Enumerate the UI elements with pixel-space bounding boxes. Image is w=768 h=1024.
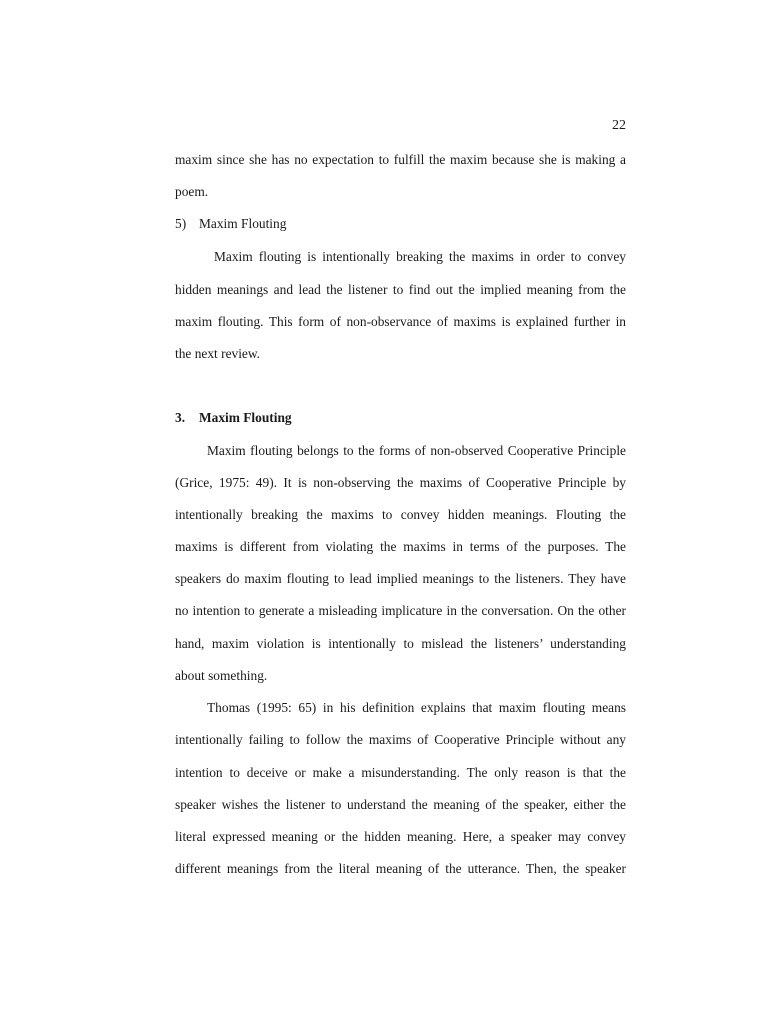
paragraph1-line-1: Maxim flouting belongs to the forms of non-observed Cooperative Principle bbox=[207, 443, 626, 458]
page-number: 22 bbox=[612, 118, 626, 133]
paragraph2-line-5: literal expressed meaning or the hidden meaning. Here, a speaker may convey bbox=[175, 829, 626, 844]
list-paragraph-line-3: maxim flouting. This form of non-observance of maxims is explained further in bbox=[175, 314, 626, 329]
list-paragraph-line-2: hidden meanings and lead the listener to find out the implied meaning from the bbox=[175, 282, 626, 297]
list-item-label: 5) bbox=[175, 216, 187, 231]
paragraph2-line-3: intention to deceive or make a misunderstanding. The only reason is that the bbox=[175, 765, 626, 780]
paragraph2-line-1: Thomas (1995: 65) in his definition explains that maxim flouting means bbox=[207, 700, 626, 715]
paragraph1-line-2: (Grice, 1975: 49). It is non-observing the maxims of Cooperative Principle by bbox=[175, 475, 626, 490]
paragraph1-line-6: no intention to generate a misleading implicature in the conversation. On the other bbox=[175, 603, 626, 618]
paragraph2-line-2: intentionally failing to follow the maxims of Cooperative Principle without any bbox=[175, 732, 626, 747]
list-paragraph-line-1: Maxim flouting is intentionally breaking the maxims in order to convey bbox=[214, 249, 626, 264]
paragraph1-line-7: hand, maxim violation is intentionally to mislead the listeners’ understanding bbox=[175, 636, 626, 651]
paragraph1-line-5: speakers do maxim flouting to lead implied meanings to the listeners. They have bbox=[175, 571, 626, 586]
section-number: 3. bbox=[175, 410, 186, 425]
list-item-title: Maxim Flouting bbox=[199, 216, 287, 231]
paragraph1-line-4: maxims is different from violating the maxims in terms of the purposes. The bbox=[175, 539, 626, 554]
paragraph1-line-8: about something. bbox=[175, 668, 268, 683]
paragraph2-line-4: speaker wishes the listener to understand the meaning of the speaker, either the bbox=[175, 797, 626, 812]
section-title: Maxim Flouting bbox=[199, 410, 292, 425]
intro-line-2: poem. bbox=[175, 184, 209, 199]
paragraph1-line-3: intentionally breaking the maxims to convey hidden meanings. Flouting the bbox=[175, 507, 626, 522]
list-paragraph-line-4: the next review. bbox=[175, 346, 261, 361]
intro-line-1: maxim since she has no expectation to fulfill the maxim because she is making a bbox=[175, 152, 626, 167]
paragraph2-line-6: different meanings from the literal meaning of the utterance. Then, the speaker bbox=[175, 861, 626, 876]
